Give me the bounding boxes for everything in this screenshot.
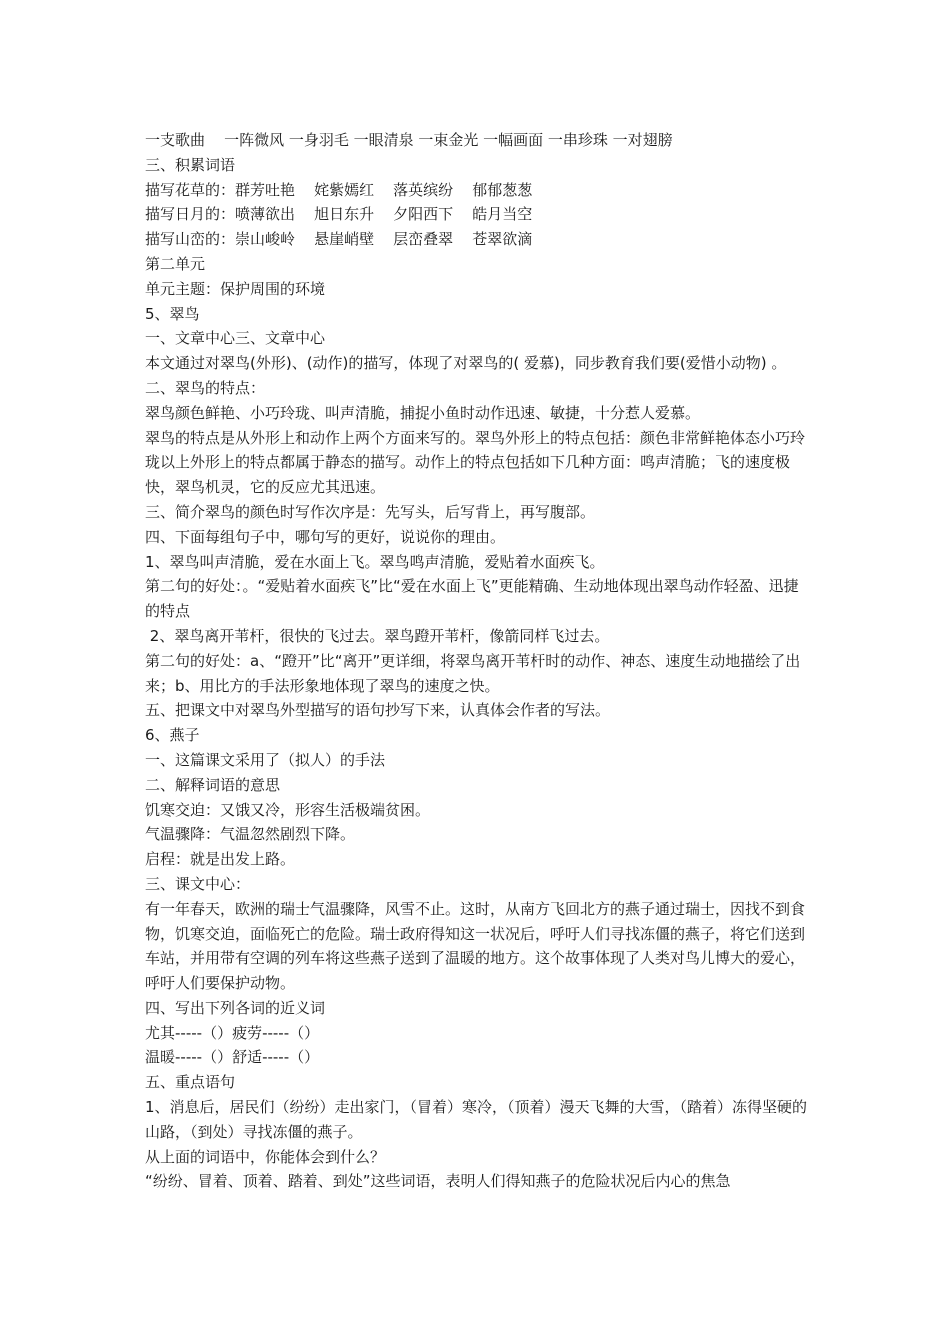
paragraph: 1、消息后，居民们（纷纷）走出家门，（冒着）寒冷，（顶着）漫天飞舞的大雪，（踏着）冻得坚硬的山路，（到处）寻找冻僵的燕子。 <box>145 1098 808 1141</box>
paragraph: 第二句的好处：。“爱贴着水面疾飞”比“爱在水面上飞”更能精确、生动地体现出翠鸟动作轻盈、迅捷的特点 <box>145 577 799 621</box>
paragraph: 本文通过对翠鸟(外形)、(动作)的描写，体现了对翠鸟的( 爱慕)，同步教育我们要(爱惜小动物) 。 <box>145 354 787 373</box>
unit-heading: 第二单元 <box>145 254 206 273</box>
exercise-line: 尤其-----（）疲劳-----（） <box>145 1023 320 1042</box>
document-page <box>145 128 810 1194</box>
paragraph: 从上面的词语中，你能体会到什么？ <box>145 1147 386 1166</box>
section-heading: 一、这篇课文采用了（拟人）的手法 <box>145 750 386 769</box>
paragraph: 翠鸟颜色鲜艳、小巧玲珑、叫声清脆，捕捉小鱼时动作迅速、敏捷，十分惹人爱慕。 <box>145 403 701 422</box>
section-heading: 一、文章中心三、文章中心 <box>145 329 326 348</box>
section-heading: 三、简介翠鸟的颜色时写作次序是：先写头，后写背上，再写腹部。 <box>145 502 596 521</box>
section-heading: 五、重点语句 <box>145 1073 236 1092</box>
paragraph: 2、翠鸟离开苇杆，很快的飞过去。翠鸟蹬开苇杆，像箭同样飞过去。 <box>145 626 610 645</box>
paragraph: 饥寒交迫：又饿又冷，形容生活极端贫困。 <box>145 800 431 819</box>
vocab-line: 描写花草的：群芳吐艳 姹紫嫣红 落英缤纷 郁郁葱葱 <box>145 180 533 199</box>
paragraph: 有一年春天，欧洲的瑞士气温骤降，风雪不止。这时，从南方飞回北方的燕子通过瑞士，因找不到食物，饥寒交迫，面临死亡的危险。瑞士政府得知这一状况后，呼吁人们寻找冻僵的燕子，将它们送到车站，并用带有空调的列车将这些燕子送到了温暖的地方。这个故事体现了人类对鸟儿博大的爱心，呼吁人们要保护动物。 <box>145 899 806 993</box>
unit-theme: 单元主题：保护周围的环境 <box>145 279 326 298</box>
lesson-title: 5、翠鸟 <box>145 304 200 323</box>
vocab-line: 描写日月的：喷薄欲出 旭日东升 夕阳西下 皓月当空 <box>145 205 533 224</box>
section-heading: 五、把课文中对翠鸟外型描写的语句抄写下来，认真体会作者的写法。 <box>145 701 611 720</box>
paragraph: “纷纷、冒着、顶着、踏着、到处”这些词语，表明人们得知燕子的危险状况后内心的焦急 <box>145 1172 731 1191</box>
section-heading: 三、积累词语 <box>145 155 236 174</box>
paragraph: 第二句的好处：a、“蹬开”比“离开”更详细，将翠鸟离开苇杆时的动作、神态、速度生动地描绘了出来；b、用比方的手法形象地体现了翠鸟的速度之快。 <box>145 651 801 695</box>
paragraph: 翠鸟的特点是从外形上和动作上两个方面来写的。翠鸟外形上的特点包括：颜色非常鲜艳体态小巧玲珑以上外形上的特点都属于静态的描写。动作上的特点包括如下几种方面：鸣声清脆；飞的速度极快，翠鸟机灵，它的反应尤其迅速。 <box>145 428 806 497</box>
paragraph: 气温骤降：气温忽然剧烈下降。 <box>145 825 356 844</box>
exercise-line: 温暖-----（）舒适-----（） <box>145 1048 320 1067</box>
section-heading: 三、课文中心： <box>145 874 251 893</box>
measure-words-line: 一支歌曲 一阵微风 一身羽毛 一眼清泉 一束金光 一幅画面 一串珍珠 一对翅膀 <box>145 131 673 149</box>
paragraph: 1、翠鸟叫声清脆，爱在水面上飞。翠鸟鸣声清脆，爱贴着水面疾飞。 <box>145 552 605 571</box>
section-heading: 四、写出下列各词的近义词 <box>145 998 326 1017</box>
lesson-title: 6、燕子 <box>145 726 200 745</box>
section-heading: 二、翠鸟的特点： <box>145 378 266 397</box>
section-heading: 二、解释词语的意思 <box>145 775 281 794</box>
paragraph: 启程：就是出发上路。 <box>145 850 296 869</box>
vocab-line: 描写山峦的：崇山峻岭 悬崖峭壁 层峦叠翠 苍翠欲滴 <box>145 230 533 249</box>
section-heading: 四、下面每组句子中，哪句写的更好，说说你的理由。 <box>145 527 506 546</box>
